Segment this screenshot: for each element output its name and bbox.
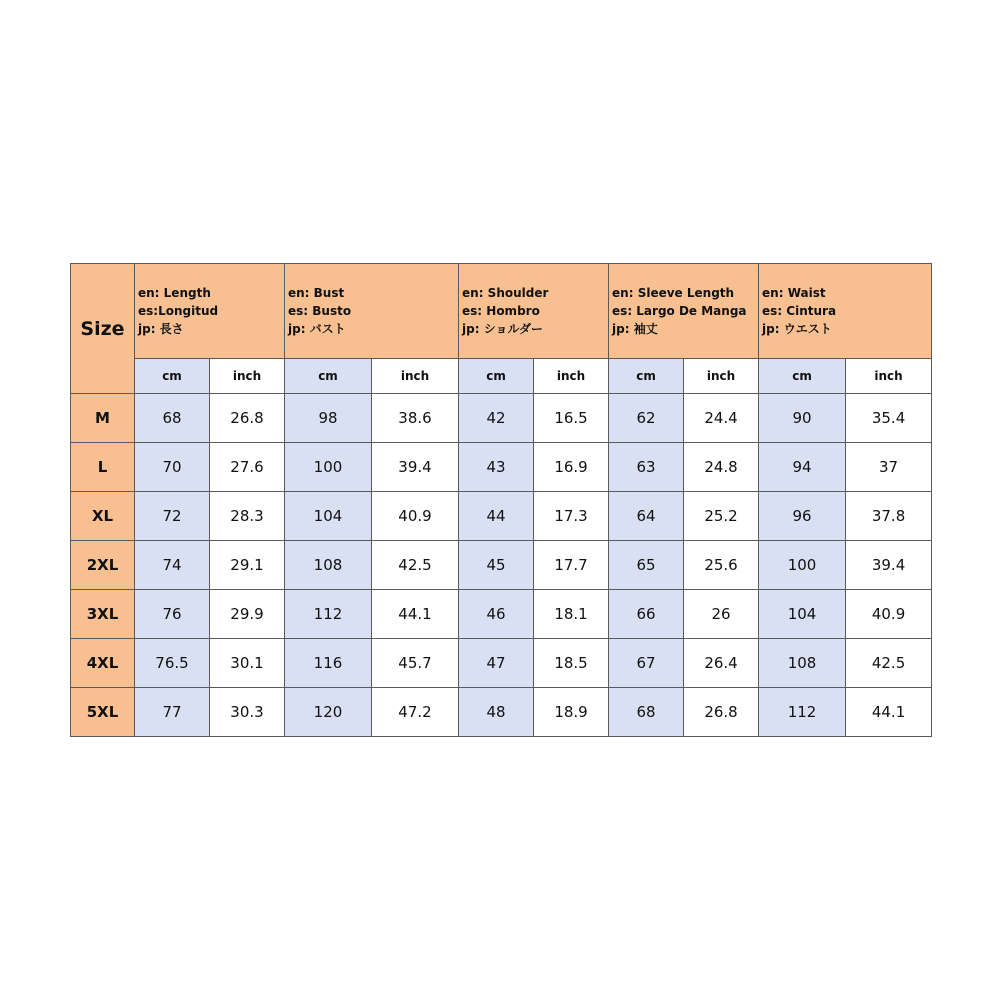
waist-header-es: es: Cintura bbox=[762, 304, 837, 318]
bust-cm-unit: cm bbox=[285, 359, 372, 394]
sleeve-length-inch-cell: 26.4 bbox=[684, 639, 759, 688]
sleeve-length-cm-cell: 63 bbox=[609, 443, 684, 492]
waist-inch-cell: 35.4 bbox=[846, 394, 932, 443]
sleeve-length-cm-unit: cm bbox=[609, 359, 684, 394]
bust-inch-cell: 40.9 bbox=[372, 492, 459, 541]
waist-cm-cell: 104 bbox=[759, 590, 846, 639]
bust-cm-cell: 120 bbox=[285, 688, 372, 737]
table-row bbox=[71, 688, 932, 737]
length-cm-unit: cm bbox=[135, 359, 210, 394]
length-cm-cell: 72 bbox=[135, 492, 210, 541]
size-label: L bbox=[71, 443, 135, 492]
bust-header bbox=[285, 264, 459, 359]
waist-header-jp: jp: ウエスト bbox=[762, 322, 832, 336]
length-inch-cell: 30.1 bbox=[210, 639, 285, 688]
bust-cm-cell: 100 bbox=[285, 443, 372, 492]
sleeve-length-cm-cell: 67 bbox=[609, 639, 684, 688]
size-chart-table bbox=[70, 263, 932, 737]
waist-header-en: en: Waist bbox=[762, 286, 826, 300]
table-row bbox=[71, 492, 932, 541]
waist-inch-cell: 40.9 bbox=[846, 590, 932, 639]
length-inch-cell: 27.6 bbox=[210, 443, 285, 492]
size-label: 5XL bbox=[71, 688, 135, 737]
sleeve-length-inch-cell: 25.6 bbox=[684, 541, 759, 590]
shoulder-cm-cell: 48 bbox=[459, 688, 534, 737]
waist-cm-cell: 100 bbox=[759, 541, 846, 590]
sleeve-length-inch-cell: 26 bbox=[684, 590, 759, 639]
waist-header bbox=[759, 264, 932, 359]
bust-inch-cell: 42.5 bbox=[372, 541, 459, 590]
length-inch-unit: inch bbox=[210, 359, 285, 394]
sleeve-length-cm-cell: 62 bbox=[609, 394, 684, 443]
sleeve-length-inch-cell: 24.8 bbox=[684, 443, 759, 492]
sleeve-length-inch-cell: 24.4 bbox=[684, 394, 759, 443]
size-label: 3XL bbox=[71, 590, 135, 639]
length-cm-cell: 70 bbox=[135, 443, 210, 492]
shoulder-inch-cell: 16.5 bbox=[534, 394, 609, 443]
shoulder-inch-cell: 18.1 bbox=[534, 590, 609, 639]
sleeve-length-header-en: en: Sleeve Length bbox=[612, 286, 735, 300]
length-header-es: es:Longitud bbox=[138, 304, 219, 318]
waist-inch-unit: inch bbox=[846, 359, 932, 394]
shoulder-cm-unit: cm bbox=[459, 359, 534, 394]
size-label: 4XL bbox=[71, 639, 135, 688]
length-inch-cell: 26.8 bbox=[210, 394, 285, 443]
waist-cm-cell: 96 bbox=[759, 492, 846, 541]
sleeve-length-cm-cell: 66 bbox=[609, 590, 684, 639]
waist-cm-unit: cm bbox=[759, 359, 846, 394]
table-row bbox=[71, 443, 932, 492]
shoulder-header-en: en: Shoulder bbox=[462, 286, 549, 300]
waist-cm-cell: 94 bbox=[759, 443, 846, 492]
length-cm-cell: 76 bbox=[135, 590, 210, 639]
length-header-en: en: Length bbox=[138, 286, 211, 300]
waist-cm-cell: 112 bbox=[759, 688, 846, 737]
bust-header-es: es: Busto bbox=[288, 304, 352, 318]
shoulder-cm-cell: 42 bbox=[459, 394, 534, 443]
sleeve-length-cm-cell: 64 bbox=[609, 492, 684, 541]
waist-inch-cell: 37.8 bbox=[846, 492, 932, 541]
length-cm-cell: 76.5 bbox=[135, 639, 210, 688]
bust-cm-cell: 112 bbox=[285, 590, 372, 639]
size-column-header: Size bbox=[71, 264, 135, 394]
shoulder-header bbox=[459, 264, 609, 359]
bust-header-jp: jp: バスト bbox=[288, 322, 346, 336]
shoulder-inch-cell: 18.9 bbox=[534, 688, 609, 737]
bust-inch-cell: 45.7 bbox=[372, 639, 459, 688]
sleeve-length-inch-cell: 25.2 bbox=[684, 492, 759, 541]
shoulder-inch-cell: 18.5 bbox=[534, 639, 609, 688]
sleeve-length-header bbox=[609, 264, 759, 359]
size-label: XL bbox=[71, 492, 135, 541]
waist-inch-cell: 37 bbox=[846, 443, 932, 492]
length-inch-cell: 28.3 bbox=[210, 492, 285, 541]
waist-inch-cell: 39.4 bbox=[846, 541, 932, 590]
shoulder-inch-unit: inch bbox=[534, 359, 609, 394]
unit-header-row bbox=[71, 359, 932, 394]
table-row bbox=[71, 590, 932, 639]
length-inch-cell: 29.9 bbox=[210, 590, 285, 639]
bust-inch-cell: 39.4 bbox=[372, 443, 459, 492]
bust-cm-cell: 98 bbox=[285, 394, 372, 443]
sleeve-length-cm-cell: 65 bbox=[609, 541, 684, 590]
shoulder-cm-cell: 44 bbox=[459, 492, 534, 541]
bust-inch-unit: inch bbox=[372, 359, 459, 394]
size-label: M bbox=[71, 394, 135, 443]
waist-cm-cell: 108 bbox=[759, 639, 846, 688]
bust-cm-cell: 108 bbox=[285, 541, 372, 590]
sleeve-length-header-jp: jp: 袖丈 bbox=[612, 322, 658, 336]
table-row bbox=[71, 639, 932, 688]
length-inch-cell: 29.1 bbox=[210, 541, 285, 590]
sleeve-length-cm-cell: 68 bbox=[609, 688, 684, 737]
sleeve-length-inch-cell: 26.8 bbox=[684, 688, 759, 737]
length-cm-cell: 68 bbox=[135, 394, 210, 443]
table-row bbox=[71, 541, 932, 590]
bust-cm-cell: 104 bbox=[285, 492, 372, 541]
length-cm-cell: 77 bbox=[135, 688, 210, 737]
shoulder-cm-cell: 47 bbox=[459, 639, 534, 688]
waist-cm-cell: 90 bbox=[759, 394, 846, 443]
size-label: 2XL bbox=[71, 541, 135, 590]
sleeve-length-header-es: es: Largo De Manga bbox=[612, 304, 747, 318]
length-header-jp: jp: 長さ bbox=[138, 322, 184, 336]
shoulder-inch-cell: 16.9 bbox=[534, 443, 609, 492]
measurement-header-row bbox=[71, 264, 932, 359]
bust-header-en: en: Bust bbox=[288, 286, 345, 300]
shoulder-cm-cell: 45 bbox=[459, 541, 534, 590]
shoulder-inch-cell: 17.7 bbox=[534, 541, 609, 590]
length-inch-cell: 30.3 bbox=[210, 688, 285, 737]
bust-cm-cell: 116 bbox=[285, 639, 372, 688]
bust-inch-cell: 44.1 bbox=[372, 590, 459, 639]
waist-inch-cell: 42.5 bbox=[846, 639, 932, 688]
length-header bbox=[135, 264, 285, 359]
bust-inch-cell: 38.6 bbox=[372, 394, 459, 443]
bust-inch-cell: 47.2 bbox=[372, 688, 459, 737]
table-row bbox=[71, 394, 932, 443]
shoulder-header-jp: jp: ショルダー bbox=[462, 322, 543, 336]
length-cm-cell: 74 bbox=[135, 541, 210, 590]
shoulder-cm-cell: 43 bbox=[459, 443, 534, 492]
sleeve-length-inch-unit: inch bbox=[684, 359, 759, 394]
shoulder-cm-cell: 46 bbox=[459, 590, 534, 639]
shoulder-inch-cell: 17.3 bbox=[534, 492, 609, 541]
waist-inch-cell: 44.1 bbox=[846, 688, 932, 737]
shoulder-header-es: es: Hombro bbox=[462, 304, 540, 318]
